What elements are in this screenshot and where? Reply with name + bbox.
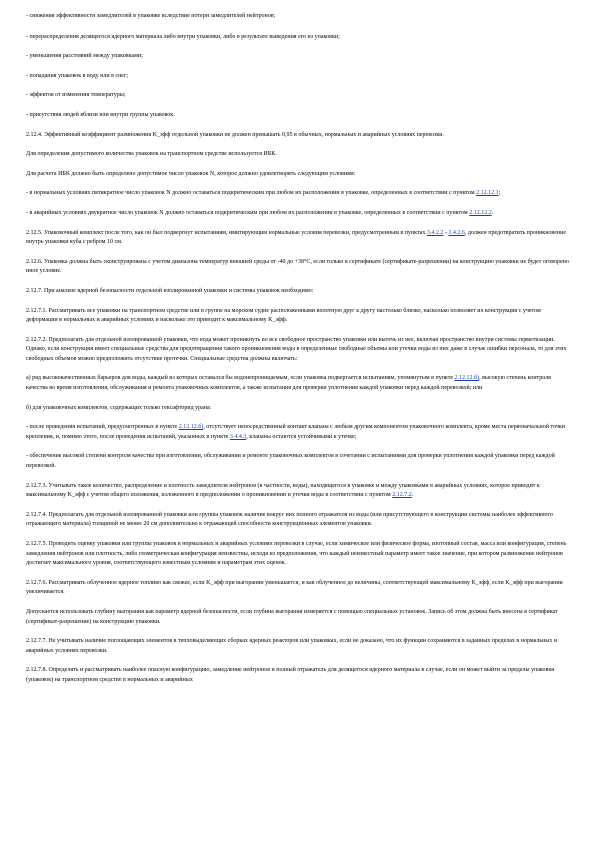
paragraph-text: - bbox=[443, 229, 449, 236]
paragraph-text: а) ряд высококачественных барьеров для воды, каждый из которых оставался бы водонепроницаемым, если упаковка подвергается испытаниям, упомянутым в пункте bbox=[26, 375, 455, 382]
paragraph: - обеспечение высокой степени контроля качества при изготовлении, обслуживании и ремонте упаковочных комплектов в сочетании с испытаниями для проверки уплотнения каждой упаковки перед каждой перевозкой. bbox=[26, 453, 555, 470]
paragraph: б) для упаковочных комплектов, содержащих только гексафторид урана: bbox=[26, 404, 212, 411]
cross-reference-link[interactable]: 3.4.2.2 bbox=[426, 229, 444, 236]
paragraph-text: , отсутствует непосредственный контакт клапана с любым другим компонентом упаковочного комплекта, кроме места первоначальной точки крепления, и, помимо этого, после проведения испытаний, указанных в пункте bbox=[26, 424, 566, 440]
paragraph-text: . bbox=[491, 209, 494, 216]
cross-reference-link[interactable]: 2.12.7.2 bbox=[392, 492, 412, 499]
paragraph: - эффектов от изменения температуры; bbox=[26, 92, 126, 99]
cross-reference-link[interactable]: 2.12.12.б) bbox=[178, 424, 204, 431]
cross-reference-link[interactable]: 2.12.12.б) bbox=[454, 375, 480, 382]
paragraph-text: 2.12.7.3. Учитывать такое количество, распределение и плотность замедлителя нейтронов (в частности, воды), находящегося в упаковке и между упаковками в аварийных условиях, которое приводит к максимальному K_эфф с учетом общего положения, изложенного в предположении о проникновении и утечки воды в соответствии с пунктом bbox=[26, 482, 540, 499]
paragraph: - уменьшения расстояний между упаковками; bbox=[26, 53, 143, 60]
paragraph-text: , высокую степень контроля качества во время изготовления, обслуживания и ремонта упаковочных комплектов, а также испытания для проверки уплотнения каждой упаковки перед каждой перевозкой; или bbox=[26, 375, 551, 392]
cross-reference-link[interactable]: 3.4.4.3 bbox=[229, 433, 247, 440]
paragraph: - снижения эффективности замедлителей в упаковке вследствие потери замедлителей нейтронов; bbox=[26, 13, 276, 19]
paragraph-text: - в аварийных условиях двукратное число упаковок N должно оставаться подкритическим при любом их расположении в упаковке, определенных в соответствии с пунктом bbox=[26, 209, 470, 216]
paragraph: 2.12.7.8. Определять и рассматривать наиболее опасную конфигурацию, замедление нейтронов и полный отражатель для делящегося ядерного материала в случае, если он может выйти за пределы упаковки (упаковок) на транспортном средстве в нормальных и аварийных bbox=[26, 667, 555, 683]
paragraph: - присутствия людей вблизи или внутри группы упаковок. bbox=[26, 111, 175, 118]
paragraph bbox=[26, 423, 570, 442]
paragraph: 2.12.7.2. Предполагать для отдельной изолированной упаковки, что вода может проникнуть во все свободное пространство упаковки или вытечь из нее, включая пространство внутри системы герметизации. Однако, если конструкция имеет специальные средства для предотвращения такого проникновения воды в определенные свободные объемы или утечки воды из них даже в случае ошибки персонала, то для этих свободных объемов можно предположить отсутствие протечки. Специальные средства должны включать: bbox=[26, 336, 567, 362]
paragraph: Для определения допустимого количества упаковок на транспортном средстве используется ИБК. bbox=[26, 151, 277, 158]
cross-reference-link[interactable]: 2.12.12.1 bbox=[476, 190, 499, 197]
paragraph: 2.12.7.1. Рассматривать все упаковки на транспортном средстве или в группе на морском судне расположенными вплотную друг к другу настолько близко, насколько позволяет их конструкция с учетом деформации в нормальных и аварийных условиях и насколько это приводит к максимальному K_эфф. bbox=[26, 307, 541, 324]
paragraph bbox=[26, 209, 570, 219]
paragraph-text: 2.12.5. Упаковочный комплект после того, как он был подвергнут испытаниям, имитирующим нормальные условия перевозки, предусмотренным в пунктах bbox=[26, 229, 427, 236]
paragraph bbox=[26, 374, 570, 393]
paragraph: 2.12.7.5. Проводить оценку упаковки или группы упаковок в нормальных и аварийных условиях перевозки в случае, если химическое или физическое форма, изотопный состав, масса или конфигурация, степень замедления нейтронов или плотность, либо геометрическая конфигурация неизвестны, исходя из предположения, что каждый неизвестный параметр имеет такое значение, при котором размножение нейтронов достигает максимального уровня, соответствующего известным условиям и параметрам этих оценок. bbox=[26, 541, 567, 567]
paragraph-text: ; bbox=[498, 190, 501, 197]
paragraph-text: - в нормальных условиях пятикратное число упаковок N должно оставаться подкритическим при любом их расположении в упаковке, определенных в соответствии с пунктом bbox=[26, 190, 477, 197]
paragraph-text: . bbox=[411, 492, 414, 499]
paragraph: 2.12.6. Упаковка должна быть сконструирована с учетом диапазона температур внешней среды от -40 до +38°С, если только в сертификате (сертификате-разрешении) на конструкцию упаковки не будет оговорено иное условие. bbox=[26, 258, 569, 275]
paragraph bbox=[26, 482, 570, 501]
paragraph bbox=[26, 229, 570, 248]
paragraph-text: , клапаны остаются устойчивыми к утечке; bbox=[246, 433, 357, 440]
document-page bbox=[26, 12, 570, 686]
paragraph bbox=[26, 189, 570, 199]
paragraph: Допускается использовать глубину выгорания как параметр ядерной безопасности, если глубина выгорания измеряется с помощью специальных установок. Запись об этом должна быть внесена в сертификат (сертификат-разрешение) на конструкцию упаковки. bbox=[26, 608, 558, 625]
cross-reference-link[interactable]: 3.4.2.6 bbox=[448, 229, 465, 236]
paragraph: - перераспределения делящегося ядерного материала либо внутри упаковки, либо в результате выведения его из упаковки; bbox=[26, 33, 340, 40]
paragraph: 2.12.4. Эффективный коэффициент размножения K_эфф отдельной упаковки не должен превышать 0,95 в обычных, нормальных и аварийных условиях перевозки. bbox=[26, 131, 445, 138]
paragraph: 2.12.7.6. Рассматривать облученное ядерное топливо как свежее, если K_эфф при выгорании уменьшается, и как облученное до величины, соответствующей максимальному K_эфф, если K_эфф при выгорании увеличивается. bbox=[26, 579, 563, 596]
paragraph-text: , должен предотвратить проникновение внутрь упаковки куба с ребром 10 см. bbox=[26, 229, 566, 246]
cross-reference-link[interactable]: 2.12.12.2 bbox=[469, 209, 492, 216]
paragraph: 2.12.7.4. Предполагать для отдельной изолированной упаковки или группы упаковок наличие вокруг них полного отражателя из воды (или присутствующего в конструкции системы наиболее эффективного отражающего материала) толщиной не менее 20 см дополнительно к отражающей способности конструкционных элементов упаковки. bbox=[26, 511, 553, 528]
paragraph: 2.12.7.7. Не учитывать наличие поглощающих элементов в тепловыделяющих сборках ядерных реакторов или упаковках, если не доказано, что их функции сохраняются в заданных пределах в нормальных и аварийных условиях перевозки. bbox=[26, 638, 558, 654]
paragraph: Для расчета ИБК должно быть определено допустимое число упаковок N, которое должно удовлетворять следующим условиям: bbox=[26, 170, 356, 177]
paragraph: 2.12.7. При анализе ядерной безопасности отдельной изолированной упаковки и системы упаковок необходимо: bbox=[26, 287, 314, 294]
paragraph: - попадания упаковок в воду или в снег; bbox=[26, 72, 129, 79]
paragraph-text: - после проведения испытаний, предусмотренных в пункте bbox=[26, 424, 179, 431]
